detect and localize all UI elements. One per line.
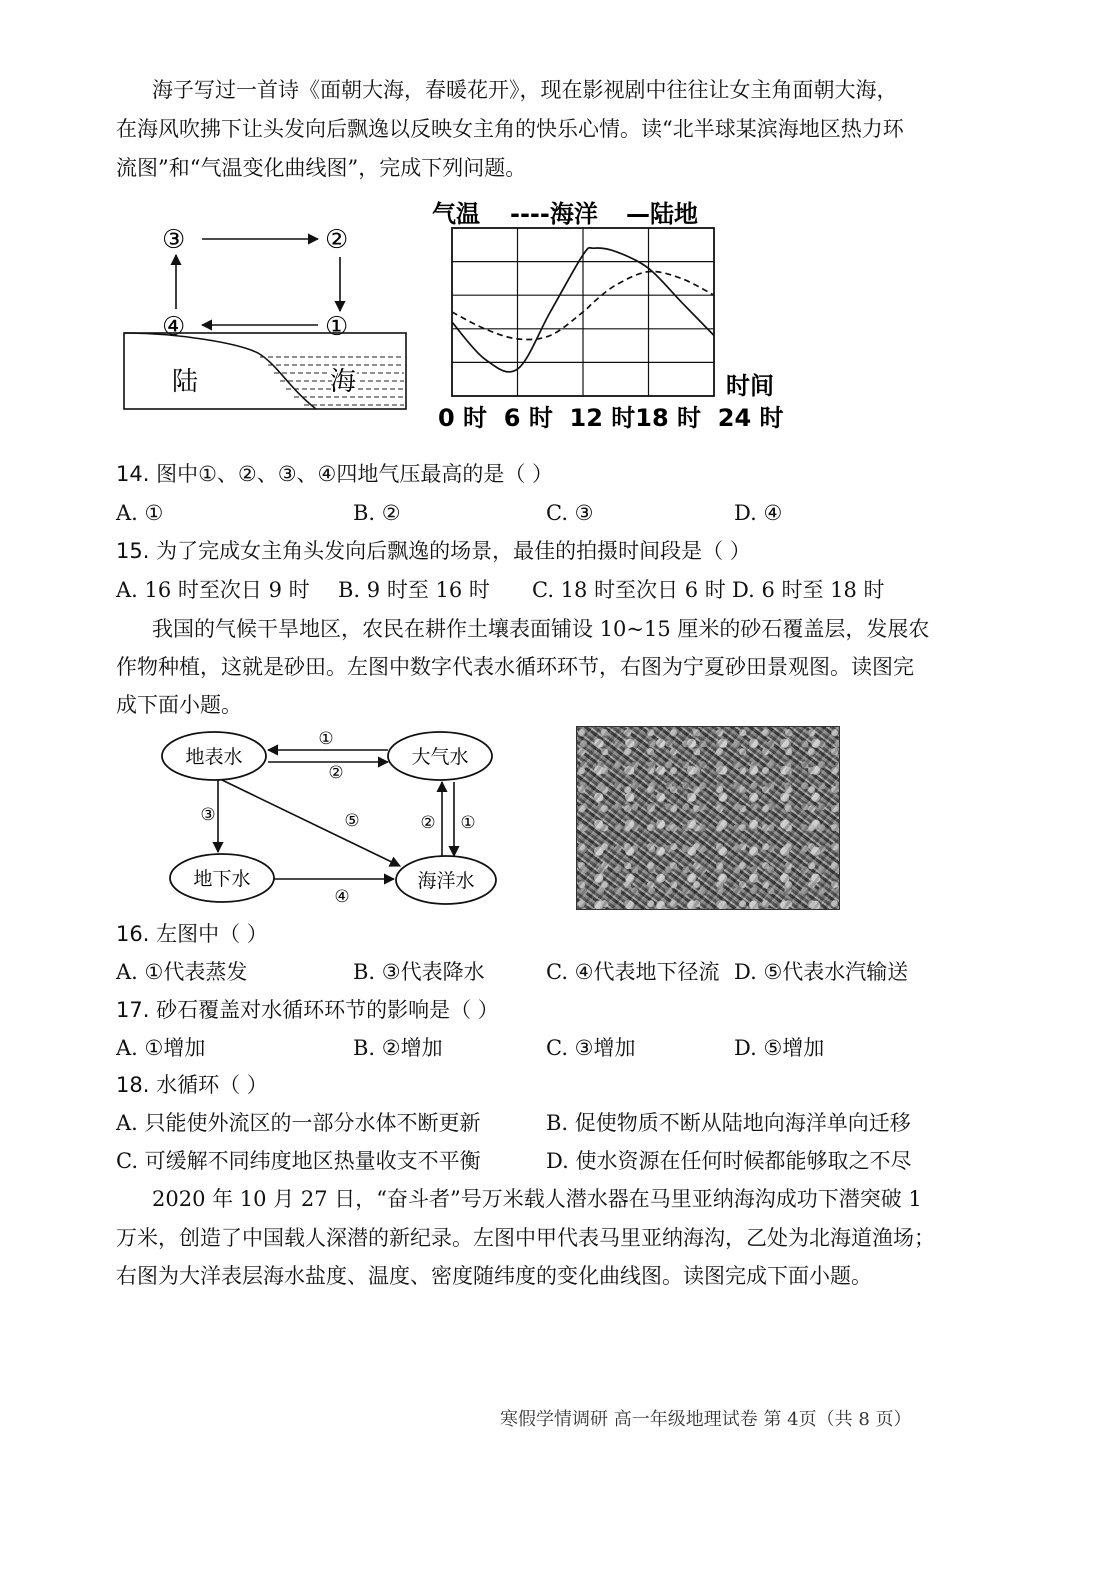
groundwater-label: 地下水	[193, 868, 251, 890]
page-footer: 寒假学情调研 高一年级地理试卷 第 4页（共 8 页）	[500, 1409, 912, 1430]
thermal-circulation-diagram	[118, 215, 418, 415]
intro1-line3: 流图”和“气温变化曲线图”，完成下列问题。	[116, 156, 527, 180]
legend-ocean: ----海洋	[510, 200, 598, 228]
q15-option-b[interactable]: B. 9 时至 16 时	[338, 578, 490, 602]
label-5: ⑤	[344, 811, 360, 831]
point-1-label: ①	[325, 312, 349, 342]
label-2-top: ②	[328, 763, 344, 783]
intro2-line3: 成下面小题。	[116, 693, 242, 717]
temperature-chart	[428, 196, 788, 436]
intro1-line2: 在海风吹拂下让头发向后飘逸以反映女主角的快乐心情。读“北半球某滨海地区热力环	[116, 117, 904, 141]
q16-option-b[interactable]: B. ③代表降水	[353, 960, 485, 984]
label-4: ④	[334, 887, 350, 907]
intro3-line2: 万米，创造了中国载人深潜的新纪录。左图中甲代表马里亚纳海沟，乙处为北海道渔场；	[116, 1226, 935, 1250]
point-3-label: ③	[162, 225, 186, 255]
q15-option-a[interactable]: A. 16 时至次日 9 时	[116, 578, 310, 602]
point-4-label: ④	[162, 312, 186, 342]
q17-stem: 17. 砂石覆盖对水循环环节的影响是（ ）	[116, 998, 499, 1022]
sand-field-photo	[576, 726, 840, 910]
plot-area	[452, 228, 714, 396]
q16-stem: 16. 左图中（ ）	[116, 922, 268, 946]
arrow-5	[222, 780, 400, 866]
chart-title: 气温	[432, 200, 480, 228]
label-3: ③	[200, 805, 216, 825]
q18-option-a[interactable]: A. 只能使外流区的一部分水体不断更新	[116, 1111, 481, 1135]
q18-option-d[interactable]: D. 使水资源在任何时候都能够取之不尽	[546, 1149, 912, 1173]
q15-stem: 15. 为了完成女主角头发向后飘逸的场景，最佳的拍摄时间段是（ ）	[116, 539, 751, 563]
q16-option-c[interactable]: C. ④代表地下径流	[546, 960, 720, 984]
q17-option-d[interactable]: D. ⑤增加	[734, 1036, 825, 1060]
q14-option-d[interactable]: D. ④	[734, 501, 783, 525]
q18-option-c[interactable]: C. 可缓解不同纬度地区热量收支不平衡	[116, 1149, 481, 1173]
intro2-line2: 作物种植，这就是砂田。左图中数字代表水循环环节，右图为宁夏砂田景观图。读图完	[116, 655, 914, 679]
x-axis-ticks: 0 时 6 时 12 时18 时 24 时	[438, 404, 784, 432]
q15-option-c[interactable]: C. 18 时至次日 6 时	[532, 578, 726, 602]
q14-stem: 14. 图中①、②、③、④四地气压最高的是（ ）	[116, 462, 554, 486]
q14-option-a[interactable]: A. ①	[116, 501, 164, 525]
intro3-line1: 2020 年 10 月 27 日，“奋斗者”号万米载人潜水器在马里亚纳海沟成功下潜突破 1	[152, 1187, 922, 1211]
land-label: 陆	[172, 367, 199, 397]
q17-option-b[interactable]: B. ②增加	[353, 1036, 443, 1060]
intro1-line1: 海子写过一首诗《面朝大海，春暖花开》，现在影视剧中往往让女主角面朝大海，	[152, 78, 898, 102]
ocean-water-label: 海洋水	[417, 870, 475, 892]
q18-stem: 18. 水循环（ ）	[116, 1073, 268, 1097]
q18-option-b[interactable]: B. 促使物质不断从陆地向海洋单向迁移	[546, 1111, 911, 1135]
q17-option-a[interactable]: A. ①增加	[116, 1036, 206, 1060]
label-1-right: ①	[460, 813, 476, 833]
sea-label: 海	[330, 367, 357, 397]
x-axis-label: 时间	[726, 372, 774, 400]
q15-option-d[interactable]: D. 6 时至 18 时	[732, 578, 885, 602]
intro3-line3: 右图为大洋表层海水盐度、温度、密度随纬度的变化曲线图。读图完成下面小题。	[116, 1264, 872, 1288]
label-1-top: ①	[318, 729, 334, 749]
label-2-right: ②	[420, 813, 436, 833]
q16-option-a[interactable]: A. ①代表蒸发	[116, 960, 248, 984]
water-cycle-diagram	[156, 722, 516, 914]
surface-water-label: 地表水	[185, 746, 243, 768]
q14-option-c[interactable]: C. ③	[546, 501, 594, 525]
land-surface	[124, 333, 316, 409]
intro2-line1: 我国的气候干旱地区，农民在耕作土壤表面铺设 10~15 厘米的砂石覆盖层，发展农	[152, 617, 930, 641]
q14-option-b[interactable]: B. ②	[353, 501, 401, 525]
q16-option-d[interactable]: D. ⑤代表水汽输送	[734, 960, 909, 984]
atmosphere-water-label: 大气水	[411, 746, 469, 768]
legend-land: —陆地	[626, 200, 698, 228]
q17-option-c[interactable]: C. ③增加	[546, 1036, 636, 1060]
point-2-label: ②	[325, 225, 349, 255]
